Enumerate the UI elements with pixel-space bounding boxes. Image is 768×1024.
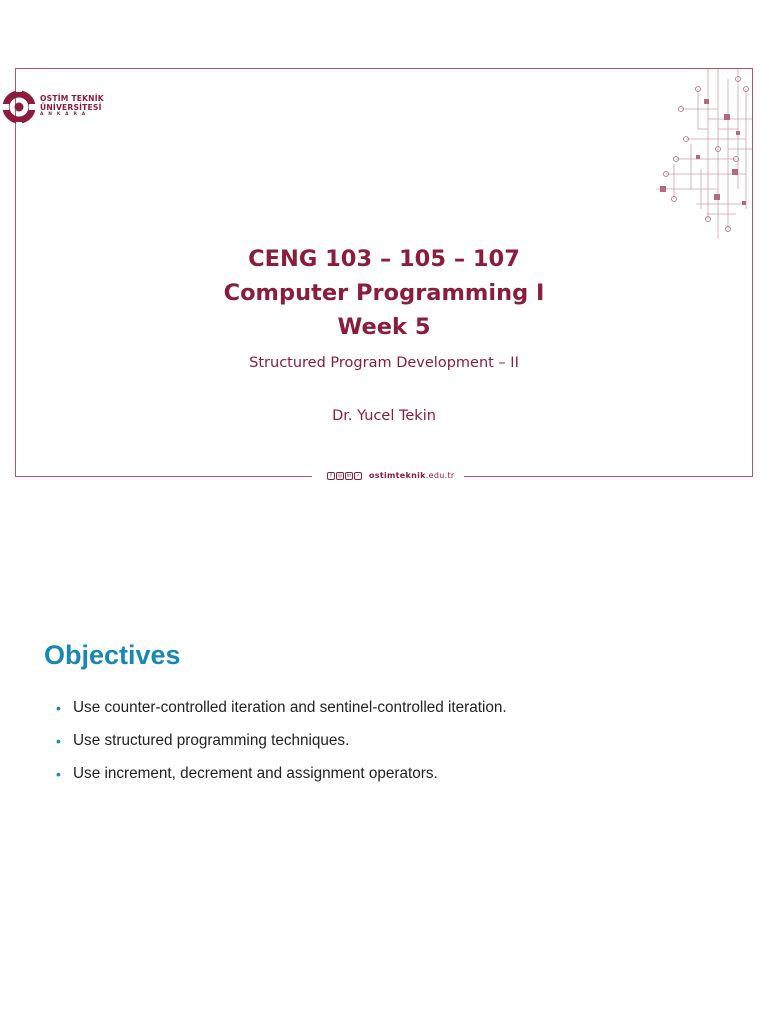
course-code-title: CENG 103 – 105 – 107: [248, 246, 520, 272]
objective-text-1: Use counter-controlled iteration and sentinel-controlled iteration.: [73, 699, 507, 716]
list-item: [56, 697, 507, 730]
objectives-title: Objectives: [44, 640, 181, 670]
author-name: Dr. Yucel Tekin: [332, 408, 436, 424]
list-item: [56, 763, 507, 796]
slide-footer: [15, 470, 753, 484]
instagram-icon: ◎: [337, 473, 343, 479]
footer-website: [369, 470, 454, 482]
bullet-icon: •: [56, 733, 61, 749]
university-logo: [0, 85, 120, 130]
bullet-icon: •: [56, 700, 61, 716]
footer-site-bold: ostimteknik: [369, 471, 426, 480]
twitter-icon: ✓: [355, 473, 361, 479]
linkedin-icon: in: [346, 473, 352, 479]
logo-line-2: ÜNİVERSİTESİ: [40, 103, 102, 112]
course-name-title: Computer Programming I: [223, 280, 545, 306]
social-icons: [327, 472, 362, 480]
week-title: Week 5: [337, 314, 431, 340]
logo-line-3: ANKARA: [40, 112, 91, 117]
logo-mark-icon: [0, 86, 38, 128]
facebook-icon: f: [327, 472, 335, 480]
list-item: [56, 730, 507, 763]
logo-line-1: OSTİM TEKNİK: [40, 94, 104, 103]
bullet-icon: •: [56, 766, 61, 782]
circuit-decoration-icon: [636, 69, 752, 239]
objectives-list: [56, 697, 507, 796]
footer-site-rest: .edu.tr: [425, 471, 455, 480]
subtitle: Structured Program Development – II: [249, 355, 519, 371]
objective-text-3: Use increment, decrement and assignment operators.: [73, 765, 438, 782]
objective-text-2: Use structured programming techniques.: [73, 732, 350, 749]
